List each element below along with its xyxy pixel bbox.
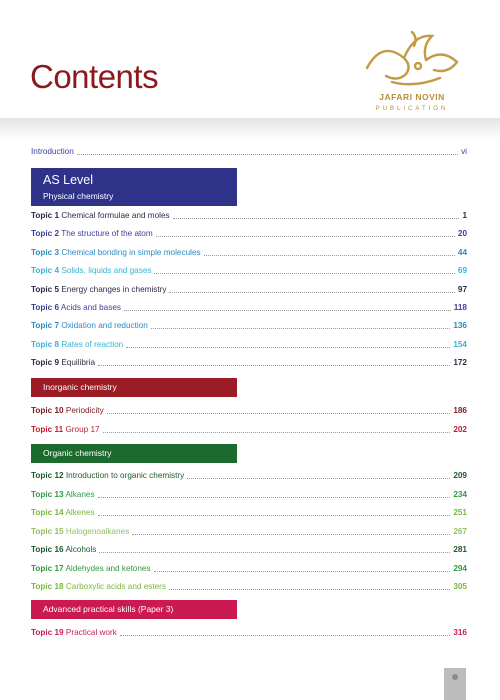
- topic-title: Chemical bonding in simple molecules: [61, 247, 201, 257]
- topic-title: Chemical formulae and moles: [61, 211, 170, 220]
- dot-leader: [77, 153, 458, 155]
- toc-page: 305: [453, 582, 467, 591]
- toc-page: 186: [453, 406, 467, 415]
- topic-number: Topic 5: [31, 284, 60, 294]
- toc-row[interactable]: [31, 525, 467, 537]
- topic-title: Oxidation and reduction: [61, 321, 148, 331]
- page-tab-dot: [452, 674, 458, 680]
- toc-page: 136: [453, 321, 467, 331]
- section-banner-advanced: Advanced practical skills (Paper 3): [31, 600, 237, 619]
- topic-title: Alkenes: [65, 508, 95, 517]
- page-header: [0, 0, 500, 118]
- toc-row[interactable]: [31, 227, 467, 239]
- toc-page: 97: [457, 284, 467, 294]
- publisher-sub: PUBLICATION: [375, 106, 449, 112]
- toc-page: 1: [462, 211, 467, 220]
- publisher-logo: [352, 28, 472, 118]
- toc-page: 267: [453, 526, 467, 536]
- toc-row[interactable]: [31, 404, 467, 416]
- dot-leader: [156, 235, 455, 237]
- topic-number: Topic 8: [31, 339, 60, 349]
- toc-page: 281: [453, 545, 467, 554]
- toc-row[interactable]: [31, 319, 467, 331]
- section-title: AS Level: [43, 173, 94, 187]
- toc-row[interactable]: [31, 209, 467, 221]
- section-banner-inorganic: Inorganic chemistry: [31, 378, 237, 397]
- toc-row-introduction[interactable]: [31, 145, 467, 157]
- toc-row[interactable]: [31, 488, 467, 500]
- topic-number: Topic 9: [31, 358, 60, 368]
- toc-label: [31, 508, 95, 518]
- dot-leader: [107, 412, 451, 414]
- topic-title: Halogenoalkanes: [65, 526, 130, 536]
- topic-number: Topic 6: [31, 303, 60, 312]
- toc-label: [31, 303, 121, 313]
- dot-leader: [173, 217, 460, 219]
- toc-row[interactable]: [31, 338, 467, 350]
- toc-page: 44: [457, 247, 467, 257]
- topic-title: Aldehydes and ketones: [65, 563, 151, 573]
- toc-page: 209: [453, 471, 467, 480]
- toc-label: [31, 490, 95, 500]
- topic-number: Topic 13: [31, 489, 64, 499]
- topic-number: Topic 14: [31, 508, 64, 517]
- dot-leader: [126, 346, 450, 348]
- section-subtitle: Physical chemistry: [43, 191, 114, 201]
- topic-number: Topic 2: [31, 229, 60, 239]
- toc-page: 118: [453, 303, 467, 312]
- toc-page: 69: [457, 266, 467, 276]
- toc-label: [31, 229, 153, 239]
- topic-title: Group 17: [65, 424, 100, 434]
- publisher-logo-icon: [352, 28, 472, 90]
- dot-leader: [151, 327, 451, 329]
- section-banner-organic: Organic chemistry: [31, 444, 237, 463]
- topic-number: Topic 11: [31, 424, 64, 434]
- dot-leader: [154, 570, 451, 572]
- topic-number: Topic 19: [31, 628, 64, 637]
- toc-row[interactable]: [31, 506, 467, 518]
- toc-row[interactable]: [31, 469, 467, 481]
- toc-page: 154: [453, 339, 467, 349]
- topic-title: Carboxylic acids and esters: [65, 582, 167, 591]
- toc-row[interactable]: [31, 626, 467, 638]
- dot-leader: [103, 431, 451, 433]
- toc-label: [31, 358, 95, 368]
- toc-row[interactable]: [31, 246, 467, 258]
- toc-label: [31, 545, 96, 555]
- topic-number: Topic 1: [31, 211, 60, 220]
- toc-row[interactable]: [31, 580, 467, 592]
- topic-number: Topic 12: [31, 471, 64, 480]
- topic-title: Periodicity: [65, 406, 104, 415]
- dot-leader: [120, 634, 450, 636]
- dot-leader: [187, 477, 450, 479]
- toc-label: [31, 248, 201, 258]
- topic-title: Energy changes in chemistry: [61, 284, 167, 294]
- toc-label: [31, 211, 170, 221]
- topic-number: Topic 7: [31, 321, 60, 331]
- dot-leader: [169, 588, 450, 590]
- topic-number: Topic 3: [31, 247, 60, 257]
- dot-leader: [204, 254, 455, 256]
- topic-number: Topic 4: [31, 266, 60, 276]
- topic-title: Introduction to organic chemistry: [65, 471, 185, 480]
- toc-label: [31, 582, 166, 592]
- toc-page: 251: [453, 508, 467, 517]
- topic-number: Topic 18: [31, 582, 64, 591]
- topic-number: Topic 10: [31, 406, 64, 415]
- topic-number: Topic 15: [31, 526, 64, 536]
- toc-label: Introduction: [31, 147, 74, 156]
- toc-label: [31, 527, 129, 537]
- toc-label: [31, 266, 151, 276]
- page-title: Contents: [30, 58, 159, 95]
- header-shade: [0, 118, 500, 140]
- topic-title: The structure of the atom: [61, 229, 153, 239]
- topic-number: Topic 17: [31, 563, 64, 573]
- toc-page: 20: [457, 229, 467, 239]
- topic-title: Alkanes: [65, 489, 95, 499]
- publisher-name: JAFARI NOVIN: [379, 92, 445, 102]
- toc-row[interactable]: [31, 356, 467, 368]
- topic-title: Solids, liquids and gases: [61, 266, 152, 276]
- toc-label: [31, 628, 117, 638]
- toc-row[interactable]: [31, 283, 467, 295]
- dot-leader: [132, 533, 450, 535]
- toc-page: 294: [453, 563, 467, 573]
- toc-label: [31, 321, 148, 331]
- toc-row[interactable]: [31, 264, 467, 276]
- topic-number: Topic 16: [31, 545, 64, 554]
- toc-label: [31, 425, 100, 435]
- dot-leader: [169, 291, 454, 293]
- dot-leader: [98, 514, 451, 516]
- section-banner-as-level: [31, 168, 237, 206]
- toc-page: 316: [453, 628, 467, 637]
- topic-title: Rates of reaction: [61, 339, 124, 349]
- toc-label: [31, 564, 151, 574]
- topic-title: Alcohols: [65, 545, 97, 554]
- toc-row[interactable]: [31, 301, 467, 313]
- toc-page: 202: [453, 424, 467, 434]
- topic-title: Practical work: [65, 628, 117, 637]
- page-tab: [444, 668, 466, 700]
- toc-label: [31, 471, 184, 481]
- dot-leader: [99, 551, 450, 553]
- dot-leader: [98, 496, 451, 498]
- toc-row[interactable]: [31, 543, 467, 555]
- dot-leader: [154, 272, 454, 274]
- toc-page: 234: [453, 489, 467, 499]
- dot-leader: [98, 364, 450, 366]
- toc-page: vi: [461, 147, 467, 156]
- topic-title: Acids and bases: [60, 303, 121, 312]
- toc-row[interactable]: [31, 562, 467, 574]
- dot-leader: [124, 309, 451, 311]
- toc-label: [31, 406, 104, 416]
- toc-page: 172: [453, 358, 467, 368]
- toc-label: [31, 285, 166, 295]
- toc-label: [31, 340, 123, 350]
- toc-row[interactable]: [31, 423, 467, 435]
- topic-title: Equilibria: [61, 358, 96, 368]
